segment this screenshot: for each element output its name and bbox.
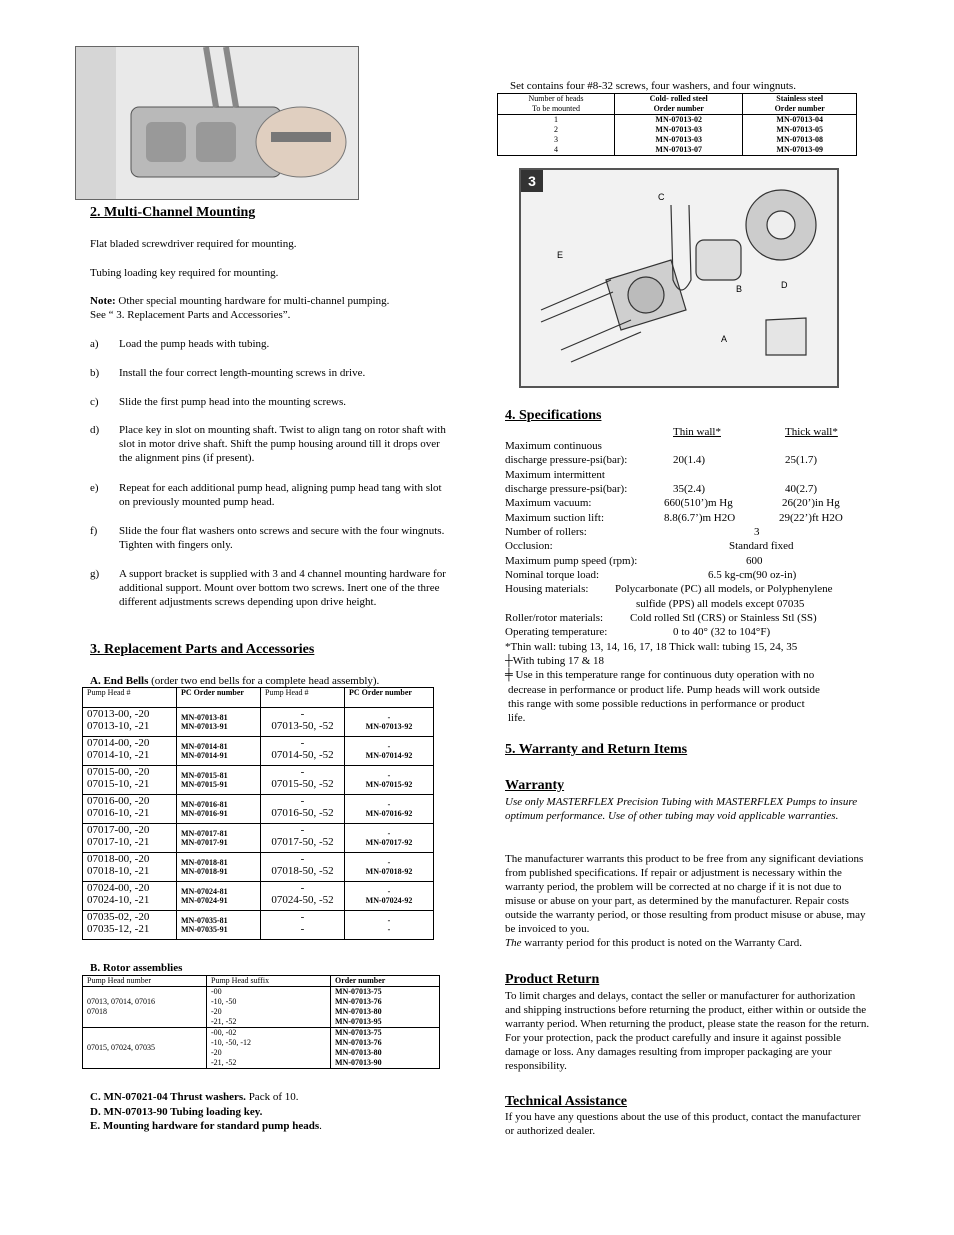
table-row: 07015, 07024, 07035 -00, -02 -10, -50, -12 -20 -21, -52 MN-07013-75 MN-07013-76 MN-07013-80 MN-07013-90 [83, 1028, 440, 1069]
end-bells-table [82, 687, 434, 940]
tubing-key-note: Tubing loading key required for mounting. [90, 267, 279, 279]
screwdriver-note: Flat bladed screwdriver required for mounting. [90, 238, 297, 250]
section-5-title: 5. Warranty and Return Items [505, 742, 688, 757]
table-row: 07013, 07014, 07016 07018 -00 -10, -50 -20 -21, -52 MN-07013-75 MN-07013-76 MN-07013-80 MN-07013-95 [83, 987, 440, 1028]
table-header-row: Pump Head # PC Order number Pump Head # PC Order number [83, 688, 434, 708]
pump-mounting-illustration [76, 47, 358, 199]
table-row: 07018-00, -20 07018-10, -21 MN-07018-81 MN-07018-91 - 07018-50, -52 - MN-07018-92 [83, 853, 434, 882]
product-return-heading: Product Return [505, 972, 600, 987]
end-bells-heading: A. End Bells (order two end bells for a complete head assembly). [90, 675, 380, 687]
special-hardware-note [90, 294, 450, 322]
thick-wall-header: Thick wall* [785, 426, 838, 438]
section-3-title: 3. Replacement Parts and Accessories [90, 642, 315, 657]
exploded-pump-illustration [521, 170, 837, 386]
note-line2: See “ 3. Replacement Parts and Accessories”. [90, 309, 291, 321]
label-a: A [721, 334, 728, 344]
label-c: C [658, 192, 665, 202]
screw-set-caption: Set contains four #8-32 screws, four washers, and four wingnuts. [510, 80, 796, 92]
warranty-heading: Warranty [505, 778, 565, 793]
thrust-washers-item: C. MN-07021-04 Thrust washers. Pack of 10. [90, 1091, 299, 1103]
table-header-row: Number of heads To be mounted Cold- rolled steel Order number Stainless steel Order number [498, 94, 857, 115]
warranty-tubing-note: Use only MASTERFLEX Precision Tubing with MASTERFLEX Pumps to insure optimum performance. Use of other tubing may void applicable warranties. [505, 796, 858, 822]
section-4-title: 4. Specifications [505, 408, 602, 423]
note-label: Note: [90, 295, 116, 307]
table-row: 07016-00, -20 07016-10, -21 MN-07016-81 MN-07016-91 - 07016-50, -52 - MN-07016-92 [83, 795, 434, 824]
specifications: Thin wall* Thick wall* Maximum continuous discharge pressure-psi(bar): 20(1.4) 25(1.7) Maximum intermittent discharge pressure-psi(bar): 35(2.4) 40(2.7) Maximum vacuum: 660(510’)m Hg 26(20’)in Hg Maximum suction lift: 8.8(6.7’)m H2O 29(22’)ft H2O Number of rollers: 3 Occlusion: Standard fixed Maximum pump speed (rpm): 600 Nominal torque load: 6.5 kg-cm(90 oz-in) Housing materials: Polycarbonate (PC) all models, or Polyphenylene sulfide (PPS) all models except 07035 Roller/rotor materials: Cold rolled Stl (CRS) or Stainless Stl (SS) Operating temperature: 0 to 40° (32 to 104°F) *Thin wall: tubing 13, 14, 16, 17, 18 Thick wall: tubing 15, 24, 35 ┼With tubing 17 & 18 ╪ Use in this temperature range for continuous duty operation with no decrease in performance or product life. Pump heads will work outside this range with some possible reductions in performance or product life. [505, 426, 843, 724]
label-b: B [736, 284, 743, 294]
table-row: 07035-02, -20 07035-12, -21 MN-07035-81 MN-07035-91 - - - - [83, 911, 434, 940]
table-row: 07024-00, -20 07024-10, -21 MN-07024-81 MN-07024-91 - 07024-50, -52 - MN-07024-92 [83, 882, 434, 911]
technical-assistance-heading: Technical Assistance [505, 1094, 627, 1109]
table-row: 1 2 3 4 MN-07013-02 MN-07013-03 MN-07013-03 MN-07013-07 MN-07013-04 MN-07013-05 MN-07013-08 MN-07013-09 [498, 115, 857, 156]
section-2-title: 2. Multi-Channel Mounting [90, 205, 256, 220]
product-return-body: To limit charges and delays, contact the seller or manufacturer for authorization and shipping instructions before returning the product, either within or outside the warranty period. When returning the product, please state the reason for the return. For your protection, pack the product carefully and insure it against possible damage or loss. Any damages resulting from improper packaging are your responsibility. [505, 990, 870, 1072]
figure-2-photo [75, 46, 359, 200]
label-e: E [557, 250, 564, 260]
figure-number: 3 [521, 170, 543, 192]
note-text: Other special mounting hardware for multi-channel pumping. [115, 295, 390, 307]
mounting-hardware-item: E. Mounting hardware for standard pump heads. [90, 1120, 322, 1132]
technical-assistance-body: If you have any questions about the use of this product, contact the manufacturer or authorized dealer. [505, 1111, 861, 1137]
table-row: 07014-00, -20 07014-10, -21 MN-07014-81 MN-07014-91 - 07014-50, -52 - MN-07014-92 [83, 737, 434, 766]
table-header-row: Pump Head number Pump Head suffix Order number [83, 976, 440, 987]
screw-set-table [497, 93, 857, 156]
rotor-assemblies-heading: B. Rotor assemblies [90, 962, 183, 974]
table-row: 07013-00, -20 07013-10, -21 MN-07013-81 MN-07013-91 - 07013-50, -52 - MN-07013-92 [83, 708, 434, 737]
label-d: D [781, 280, 788, 290]
table-row: 07015-00, -20 07015-10, -21 MN-07015-81 MN-07015-91 - 07015-50, -52 - MN-07015-92 [83, 766, 434, 795]
figure-3-exploded-view [519, 168, 839, 388]
table-row: 07017-00, -20 07017-10, -21 MN-07017-81 MN-07017-91 - 07017-50, -52 - MN-07017-92 [83, 824, 434, 853]
thin-wall-header: Thin wall* [673, 426, 721, 438]
warranty-body: The manufacturer warrants this product to be free from any significant deviations from published specifications. If repair or adjustment is necessary within the warranty period, the problem will be corrected at no charge if it is not due to misuse or abuse on your part, as determined by the manufacturer. Repair costs outside the warranty period, or those resulting from product misuse or abuse, may be invoiced to you. The warranty period for this product is noted on the Warranty Card. [505, 853, 866, 949]
rotor-assemblies-table [82, 975, 440, 1069]
tubing-key-item: D. MN-07013-90 Tubing loading key. [90, 1106, 263, 1118]
